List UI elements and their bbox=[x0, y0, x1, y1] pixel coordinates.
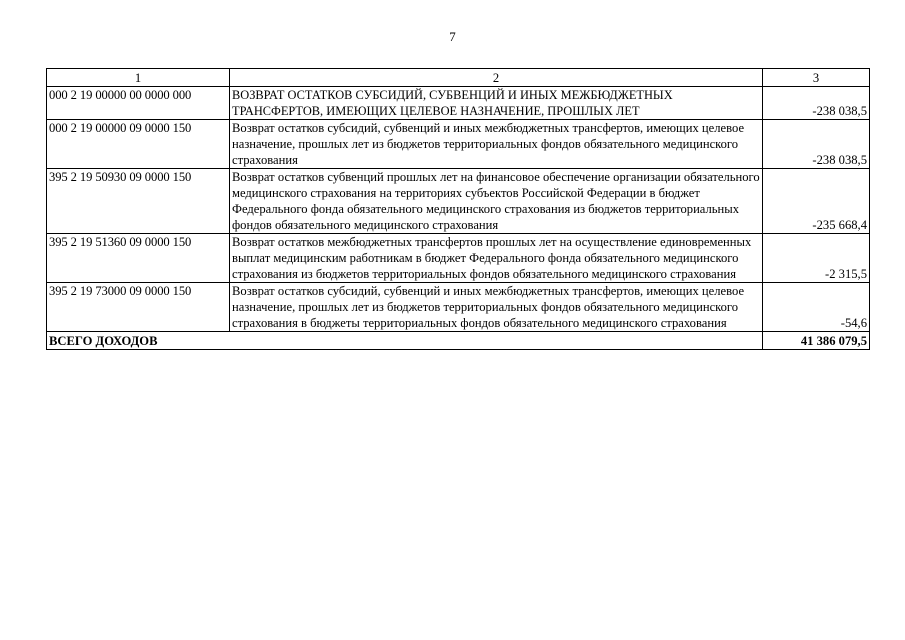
item-amount: -238 038,5 bbox=[763, 120, 870, 169]
page-number: 7 bbox=[449, 29, 456, 44]
total-amount: 41 386 079,5 bbox=[763, 332, 870, 350]
item-name: Возврат остатков субсидий, субвенций и иных межбюджетных трансфертов, имеющих целевое назначение, прошлых лет из бюджетов территориальных фондов обязательного медицинского страхования в бюджеты территориальных фондов обязательного медицинского страхования bbox=[230, 283, 763, 332]
column-number-2: 2 bbox=[230, 69, 763, 87]
total-label: ВСЕГО ДОХОДОВ bbox=[47, 332, 763, 350]
table-row bbox=[47, 283, 870, 332]
item-name: Возврат остатков субвенций прошлых лет на финансовое обеспечение организации обязательного медицинского страхования на территориях субъектов Российской Федерации в бюджет Федерального фонда обязательного медицинского страхования из бюджетов территориальных фондов обязательного медицинского страхования bbox=[230, 169, 763, 234]
budget-code: 395 2 19 73000 09 0000 150 bbox=[47, 283, 230, 332]
table-row bbox=[47, 120, 870, 169]
column-number-row bbox=[47, 69, 870, 87]
item-amount: -238 038,5 bbox=[763, 87, 870, 120]
table-row bbox=[47, 87, 870, 120]
budget-code: 000 2 19 00000 00 0000 000 bbox=[47, 87, 230, 120]
budget-code: 395 2 19 51360 09 0000 150 bbox=[47, 234, 230, 283]
column-number-3: 3 bbox=[763, 69, 870, 87]
item-amount: -54,6 bbox=[763, 283, 870, 332]
column-number-1: 1 bbox=[47, 69, 230, 87]
table-row bbox=[47, 169, 870, 234]
table-row bbox=[47, 234, 870, 283]
revenue-table bbox=[46, 68, 870, 350]
budget-code: 395 2 19 50930 09 0000 150 bbox=[47, 169, 230, 234]
item-name: Возврат остатков межбюджетных трансфертов прошлых лет на осуществление единовременных выплат медицинским работникам в бюджет Федерального фонда обязательного медицинского страхования из бюджетов территориальных фондов обязательного медицинского страхования bbox=[230, 234, 763, 283]
item-amount: -235 668,4 bbox=[763, 169, 870, 234]
total-row bbox=[47, 332, 870, 350]
budget-code: 000 2 19 00000 09 0000 150 bbox=[47, 120, 230, 169]
item-amount: -2 315,5 bbox=[763, 234, 870, 283]
item-name: ВОЗВРАТ ОСТАТКОВ СУБСИДИЙ, СУБВЕНЦИЙ И ИНЫХ МЕЖБЮДЖЕТНЫХ ТРАНСФЕРТОВ, ИМЕЮЩИХ ЦЕЛЕВОЕ НАЗНАЧЕНИЕ, ПРОШЛЫХ ЛЕТ bbox=[230, 87, 763, 120]
item-name: Возврат остатков субсидий, субвенций и иных межбюджетных трансфертов, имеющих целевое назначение, прошлых лет из бюджетов территориальных фондов обязательного медицинского страхования bbox=[230, 120, 763, 169]
